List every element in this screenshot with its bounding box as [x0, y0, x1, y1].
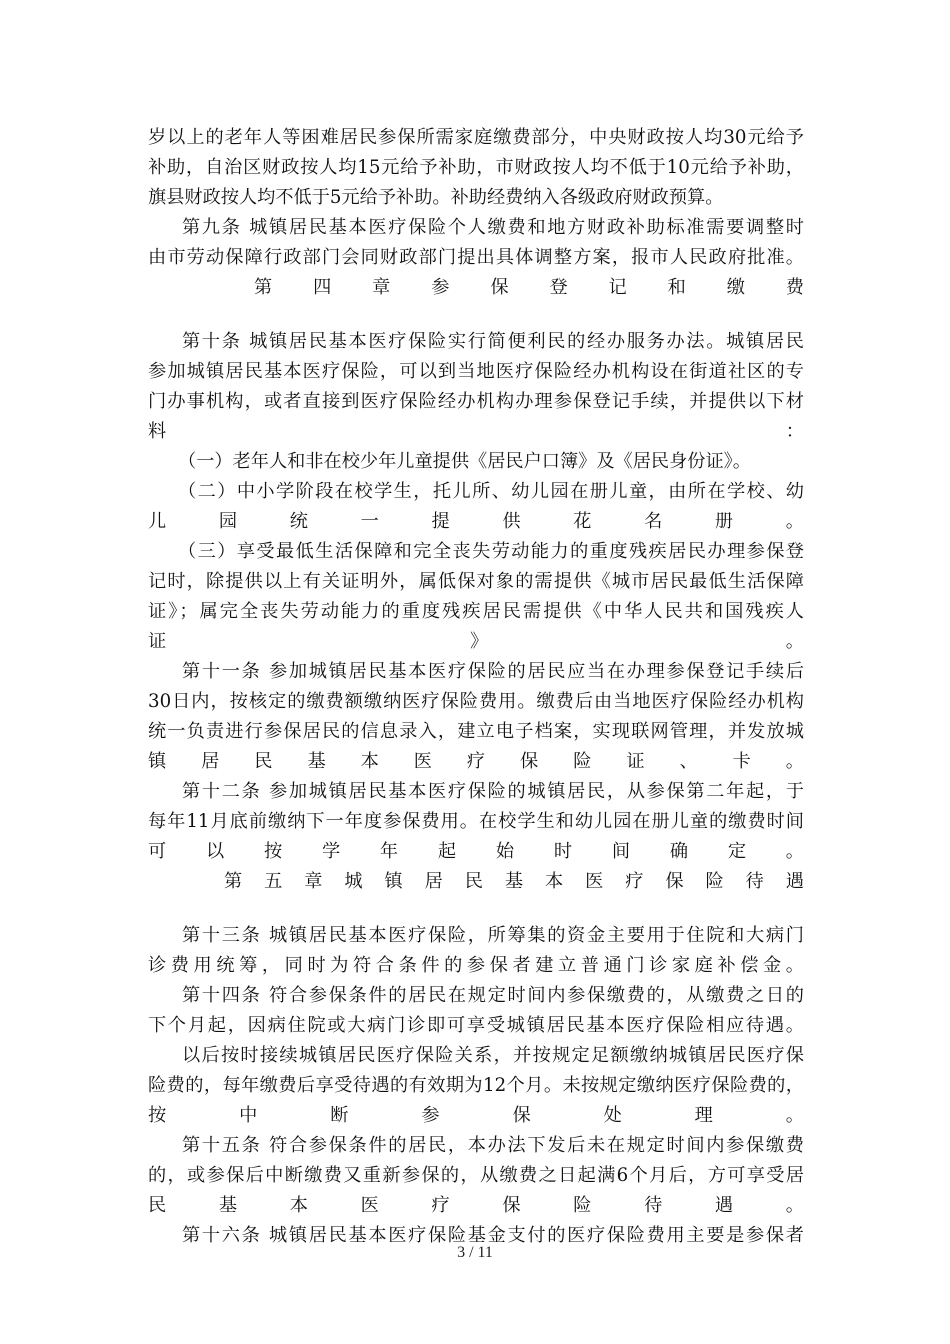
article-15-line: 的，或参保后中断缴费又重新参保的，从缴费之日起满6个月后，方可享受居: [148, 1165, 804, 1186]
article-13-line: 第十三条 城镇居民基本医疗保险，所筹集的资金主要用于住院和大病门: [182, 925, 804, 946]
paragraph-line: 险费的，每年缴费后享受待遇的有效期为12个月。未按规定缴纳医疗保险费的，: [148, 1075, 804, 1096]
page-number: 3 / 11: [457, 1244, 493, 1261]
paragraph-line: 以后按时接续城镇居民医疗保险关系，并按规定足额缴纳城镇居民医疗保: [182, 1045, 804, 1066]
chapter-5-heading: 第 五 章 城 镇 居 民 基 本 医 疗 保 险 待 遇: [224, 871, 804, 892]
list-item-3: 。: [785, 631, 804, 652]
article-14-line: 下个月起，因病住院或大病门诊即可享受城镇居民基本医疗保险相应待遇。: [148, 1015, 804, 1036]
article-15-line: 第十五条 符合参保条件的居民，本办法下发后未在规定时间内参保缴费: [182, 1135, 804, 1156]
article-10-line: ：: [785, 421, 804, 442]
list-item-3: 证》；属完全丧失劳动能力的重度残疾居民需提供《中华人民共和国残疾人: [148, 601, 804, 622]
article-12-line: 每年11月底前缴纳下一年度参保费用。在校学生和幼儿园在册儿童的缴费时间: [148, 811, 804, 832]
list-item-2: （二）中小学阶段在校学生，托儿所、幼儿园在册儿童，由所在学校、幼: [178, 481, 804, 502]
article-10-line: 第十条 城镇居民基本医疗保险实行简便利民的经办服务办法。城镇居民: [182, 331, 804, 352]
article-12-line: 可 以 按 学 年 起 始 时 间 确 定 。: [148, 841, 804, 862]
article-12-line: 第十二条 参加城镇居民基本医疗保险的城镇居民，从参保第二年起，于: [182, 781, 804, 802]
article-14-line: 第十四条 符合参保条件的居民在规定时间内参保缴费的，从缴费之日的: [182, 985, 804, 1006]
text-line: 岁以上的老年人等困难居民参保所需家庭缴费部分，中央财政按人均30元给予: [148, 127, 804, 148]
article-9-line: 由市劳动保障行政部门会同财政部门提出具体调整方案，报市人民政府批准。: [148, 247, 804, 268]
article-15-line: 民 基 本 医 疗 保 险 待 遇 。: [148, 1195, 804, 1216]
text-line: 旗县财政按人均不低于5元给予补助。补助经费纳入各级政府财政预算。: [148, 187, 724, 208]
article-11-line: 镇 居 民 基 本 医 疗 保 险 证 、 卡 。: [148, 751, 804, 772]
article-10-line: 参加城镇居民基本医疗保险，可以到当地医疗保险经办机构设在街道社区的专: [148, 361, 804, 382]
chapter-4-heading: 第 四 章 参 保 登 记 和 缴 费: [254, 277, 804, 298]
paragraph-line: 按 中 断 参 保 处 理 。: [148, 1105, 804, 1126]
list-item-3: （三）享受最低生活保障和完全丧失劳动能力的重度残疾居民办理参保登: [178, 541, 804, 562]
list-item-2: 儿 园 统 一 提 供 花 名 册 。: [148, 511, 804, 532]
article-9-line: 第九条 城镇居民基本医疗保险个人缴费和地方财政补助标准需要调整时: [182, 217, 804, 238]
list-item-3: 记时，除提供以上有关证明外，属低保对象的需提供《城市居民最低生活保障: [148, 571, 804, 592]
list-item-3: 证: [148, 631, 167, 652]
list-item-1: （一）老年人和非在校少年儿童提供《居民户口簿》及《居民身份证》。: [178, 451, 751, 472]
article-10-line: 门办事机构，或者直接到医疗保险经办机构办理参保登记手续，并提供以下材: [148, 391, 804, 412]
article-16-line: 第十六条 城镇居民基本医疗保险基金支付的医疗保险费用主要是参保者: [182, 1225, 804, 1246]
article-11-line: 统一负责进行参保居民的信息录入，建立电子档案，实现联网管理，并发放城: [148, 721, 804, 742]
article-11-line: 第十一条 参加城镇居民基本医疗保险的居民应当在办理参保登记手续后: [182, 661, 804, 682]
article-13-line: 诊费用统筹，同时为符合条件的参保者建立普通门诊家庭补偿金。: [148, 955, 804, 976]
article-11-line: 30日内，按核定的缴费额缴纳医疗保险费用。缴费后由当地医疗保险经办机构: [148, 691, 804, 712]
text-line: 补助，自治区财政按人均15元给予补助，市财政按人均不低于10元给予补助，: [148, 157, 804, 178]
article-10-line: 料: [148, 421, 167, 442]
list-item-3: 》: [470, 631, 489, 652]
